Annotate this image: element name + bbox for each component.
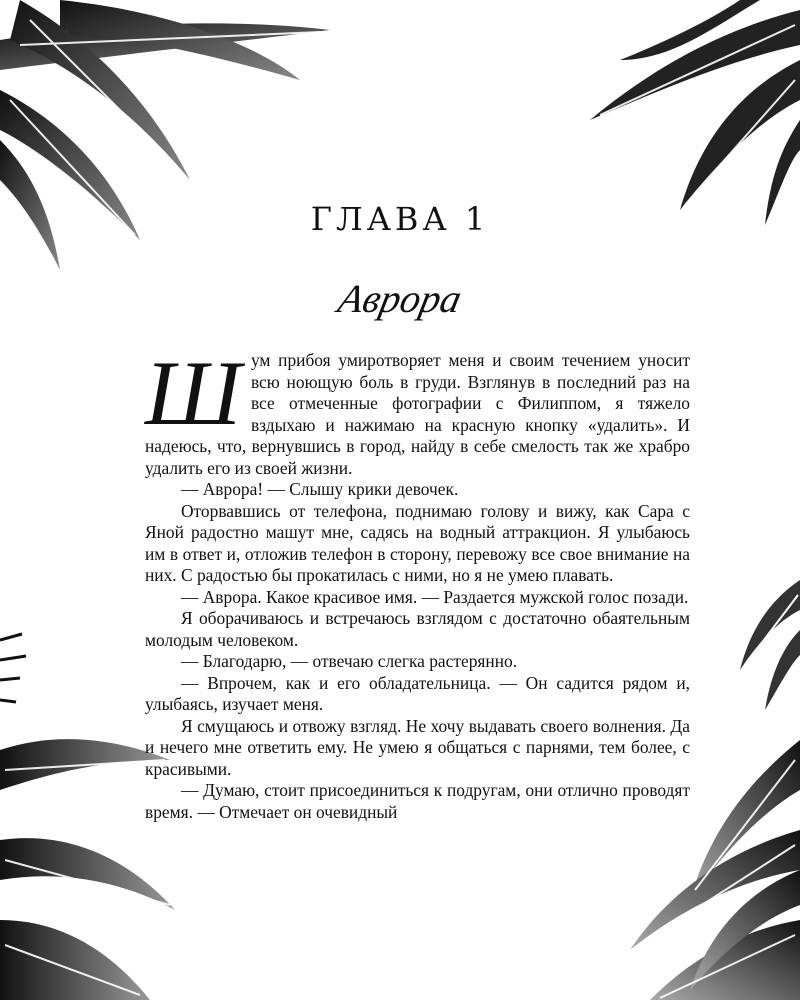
paragraph: Я смущаюсь и отвожу взгляд. Не хочу выдавать своего волнения. Да и нечего мне ответить ему. Не умею я общаться с парнями, тем более, с красивыми. xyxy=(145,715,690,779)
dropcap: Ш xyxy=(145,342,241,444)
palm-leaf-icon xyxy=(700,570,800,710)
chapter-subtitle: Аврора xyxy=(334,276,466,321)
paragraph: — Думаю, стоит присоединиться к подругам, они отлично проводят время. — Отмечает он очевидный xyxy=(145,780,690,822)
palm-leaf-icon xyxy=(560,0,800,230)
paragraph: — Аврора. Какое красивое имя. — Раздается мужской голос позади. xyxy=(181,586,689,607)
chapter-body-text xyxy=(145,342,690,823)
paragraph: Я оборачиваюсь и встречаюсь взглядом с достаточно обаятельным молодым человеком. xyxy=(145,608,690,650)
paragraph-text: ум прибоя умиротворяет меня и своим течением уносит всю ноющую боль в груди. Взглянув в последний раз на все отмеченные фотографии с Филиппом, я тяжело вздыхаю и нажимаю на красную кнопку «удалить». И надеюсь, что, вернувшись в город, найду в себе смелость так же храбро удалить его из своей жизни. xyxy=(145,350,690,478)
palm-leaf-icon xyxy=(0,0,340,280)
chapter-title: ГЛАВА 1 xyxy=(310,200,490,238)
paragraph xyxy=(145,342,690,479)
paragraph: — Благодарю, — отвечаю слегка растерянно. xyxy=(181,651,518,671)
paragraph: — Аврора! — Слышу крики девочек. xyxy=(181,479,459,499)
paragraph: Оторвавшись от телефона, поднимаю голову и вижу, как Сара с Яной радостно машут мне, садясь на водный аттракцион. Я улыбаюсь им в ответ и, отложив телефон в сторону, перевожу все свое внимание на них. С радостью бы прокатилась с ними, но я не умею плавать. xyxy=(145,500,690,585)
paragraph: — Впрочем, как и его обладательница. — Он садится рядом и, улыбаясь, изучает меня. xyxy=(145,672,690,714)
palm-leaf-icon xyxy=(0,620,30,720)
